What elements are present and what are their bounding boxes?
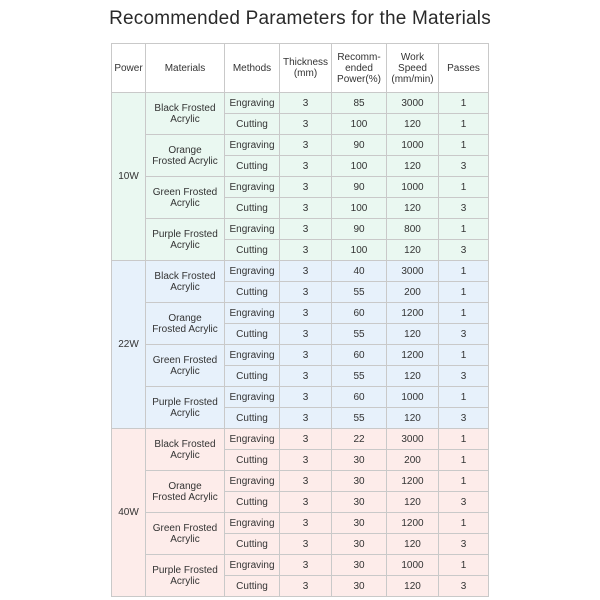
thickness-cell: 3: [280, 366, 332, 387]
method-cell: Engraving: [225, 555, 280, 576]
method-cell: Cutting: [225, 114, 280, 135]
passes-cell: 3: [439, 408, 489, 429]
method-cell: Engraving: [225, 219, 280, 240]
power-percent-cell: 100: [332, 156, 387, 177]
power-percent-cell: 55: [332, 408, 387, 429]
speed-cell: 3000: [387, 261, 439, 282]
thickness-cell: 3: [280, 576, 332, 597]
thickness-cell: 3: [280, 93, 332, 114]
thickness-cell: 3: [280, 492, 332, 513]
speed-cell: 1200: [387, 345, 439, 366]
method-cell: Engraving: [225, 177, 280, 198]
header-materials: Materials: [146, 44, 225, 93]
power-cell: 22W: [112, 261, 146, 429]
passes-cell: 3: [439, 366, 489, 387]
table-row: [112, 219, 489, 240]
header-recommended-power: Recomm-ended Power(%): [332, 44, 387, 93]
speed-cell: 120: [387, 576, 439, 597]
method-cell: Cutting: [225, 534, 280, 555]
passes-cell: 1: [439, 93, 489, 114]
power-percent-cell: 55: [332, 366, 387, 387]
thickness-cell: 3: [280, 177, 332, 198]
speed-cell: 3000: [387, 93, 439, 114]
table-row: [112, 555, 489, 576]
table-row: [112, 93, 489, 114]
thickness-cell: 3: [280, 471, 332, 492]
material-cell: Orange Frosted Acrylic: [146, 135, 225, 177]
thickness-cell: 3: [280, 345, 332, 366]
power-cell: 40W: [112, 429, 146, 597]
thickness-cell: 3: [280, 240, 332, 261]
power-percent-cell: 30: [332, 576, 387, 597]
method-cell: Cutting: [225, 408, 280, 429]
material-cell: Purple Frosted Acrylic: [146, 387, 225, 429]
passes-cell: 3: [439, 198, 489, 219]
passes-cell: 3: [439, 324, 489, 345]
table-row: [112, 345, 489, 366]
passes-cell: 1: [439, 513, 489, 534]
header-work-speed: Work Speed (mm/min): [387, 44, 439, 93]
material-cell: Orange Frosted Acrylic: [146, 303, 225, 345]
speed-cell: 120: [387, 114, 439, 135]
table-row: [112, 135, 489, 156]
power-percent-cell: 100: [332, 198, 387, 219]
speed-cell: 120: [387, 366, 439, 387]
material-cell: Orange Frosted Acrylic: [146, 471, 225, 513]
material-cell: Green Frosted Acrylic: [146, 177, 225, 219]
passes-cell: 1: [439, 471, 489, 492]
passes-cell: 1: [439, 345, 489, 366]
passes-cell: 1: [439, 114, 489, 135]
method-cell: Cutting: [225, 576, 280, 597]
passes-cell: 1: [439, 261, 489, 282]
power-percent-cell: 30: [332, 534, 387, 555]
method-cell: Engraving: [225, 387, 280, 408]
header-thickness: Thickness (mm): [280, 44, 332, 93]
speed-cell: 120: [387, 240, 439, 261]
power-percent-cell: 30: [332, 492, 387, 513]
table-row: [112, 303, 489, 324]
method-cell: Cutting: [225, 198, 280, 219]
table-body: [112, 93, 489, 597]
header-power: Power: [112, 44, 146, 93]
page-title: Recommended Parameters for the Materials: [109, 8, 491, 29]
power-percent-cell: 30: [332, 555, 387, 576]
table-row: [112, 513, 489, 534]
method-cell: Engraving: [225, 135, 280, 156]
passes-cell: 3: [439, 156, 489, 177]
power-percent-cell: 85: [332, 93, 387, 114]
thickness-cell: 3: [280, 408, 332, 429]
thickness-cell: 3: [280, 156, 332, 177]
table-row: [112, 177, 489, 198]
passes-cell: 1: [439, 429, 489, 450]
passes-cell: 1: [439, 450, 489, 471]
thickness-cell: 3: [280, 534, 332, 555]
table-row: [112, 387, 489, 408]
passes-cell: 3: [439, 534, 489, 555]
passes-cell: 3: [439, 240, 489, 261]
speed-cell: 1000: [387, 555, 439, 576]
method-cell: Engraving: [225, 513, 280, 534]
power-percent-cell: 60: [332, 303, 387, 324]
thickness-cell: 3: [280, 135, 332, 156]
speed-cell: 3000: [387, 429, 439, 450]
header-methods: Methods: [225, 44, 280, 93]
thickness-cell: 3: [280, 219, 332, 240]
power-percent-cell: 30: [332, 513, 387, 534]
thickness-cell: 3: [280, 387, 332, 408]
power-percent-cell: 90: [332, 177, 387, 198]
material-cell: Green Frosted Acrylic: [146, 513, 225, 555]
method-cell: Cutting: [225, 282, 280, 303]
thickness-cell: 3: [280, 114, 332, 135]
thickness-cell: 3: [280, 429, 332, 450]
speed-cell: 1200: [387, 513, 439, 534]
material-cell: Purple Frosted Acrylic: [146, 555, 225, 597]
table-row: [112, 471, 489, 492]
thickness-cell: 3: [280, 324, 332, 345]
passes-cell: 1: [439, 219, 489, 240]
parameters-table: [111, 43, 489, 597]
speed-cell: 120: [387, 534, 439, 555]
thickness-cell: 3: [280, 555, 332, 576]
method-cell: Cutting: [225, 156, 280, 177]
speed-cell: 1000: [387, 387, 439, 408]
power-percent-cell: 55: [332, 282, 387, 303]
passes-cell: 3: [439, 492, 489, 513]
speed-cell: 120: [387, 492, 439, 513]
method-cell: Cutting: [225, 324, 280, 345]
power-percent-cell: 90: [332, 219, 387, 240]
power-percent-cell: 60: [332, 387, 387, 408]
material-cell: Green Frosted Acrylic: [146, 345, 225, 387]
speed-cell: 120: [387, 408, 439, 429]
method-cell: Engraving: [225, 93, 280, 114]
thickness-cell: 3: [280, 513, 332, 534]
method-cell: Cutting: [225, 450, 280, 471]
thickness-cell: 3: [280, 282, 332, 303]
power-percent-cell: 30: [332, 450, 387, 471]
method-cell: Cutting: [225, 492, 280, 513]
speed-cell: 120: [387, 198, 439, 219]
header-passes: Passes: [439, 44, 489, 93]
material-cell: Black Frosted Acrylic: [146, 93, 225, 135]
passes-cell: 1: [439, 303, 489, 324]
power-percent-cell: 90: [332, 135, 387, 156]
passes-cell: 1: [439, 177, 489, 198]
material-cell: Black Frosted Acrylic: [146, 429, 225, 471]
method-cell: Cutting: [225, 366, 280, 387]
power-percent-cell: 30: [332, 471, 387, 492]
thickness-cell: 3: [280, 198, 332, 219]
passes-cell: 1: [439, 135, 489, 156]
speed-cell: 200: [387, 282, 439, 303]
method-cell: Engraving: [225, 303, 280, 324]
passes-cell: 1: [439, 282, 489, 303]
method-cell: Engraving: [225, 429, 280, 450]
passes-cell: 1: [439, 555, 489, 576]
speed-cell: 1200: [387, 303, 439, 324]
method-cell: Engraving: [225, 471, 280, 492]
material-cell: Black Frosted Acrylic: [146, 261, 225, 303]
thickness-cell: 3: [280, 450, 332, 471]
power-percent-cell: 60: [332, 345, 387, 366]
thickness-cell: 3: [280, 261, 332, 282]
table-row: [112, 261, 489, 282]
table-row: [112, 429, 489, 450]
speed-cell: 120: [387, 324, 439, 345]
power-percent-cell: 22: [332, 429, 387, 450]
speed-cell: 1000: [387, 135, 439, 156]
power-percent-cell: 100: [332, 240, 387, 261]
power-cell: 10W: [112, 93, 146, 261]
thickness-cell: 3: [280, 303, 332, 324]
power-percent-cell: 55: [332, 324, 387, 345]
speed-cell: 120: [387, 156, 439, 177]
material-cell: Purple Frosted Acrylic: [146, 219, 225, 261]
passes-cell: 3: [439, 576, 489, 597]
speed-cell: 800: [387, 219, 439, 240]
speed-cell: 1000: [387, 177, 439, 198]
power-percent-cell: 40: [332, 261, 387, 282]
method-cell: Engraving: [225, 261, 280, 282]
table-header-row: [112, 44, 489, 93]
speed-cell: 200: [387, 450, 439, 471]
speed-cell: 1200: [387, 471, 439, 492]
passes-cell: 1: [439, 387, 489, 408]
method-cell: Cutting: [225, 240, 280, 261]
method-cell: Engraving: [225, 345, 280, 366]
power-percent-cell: 100: [332, 114, 387, 135]
